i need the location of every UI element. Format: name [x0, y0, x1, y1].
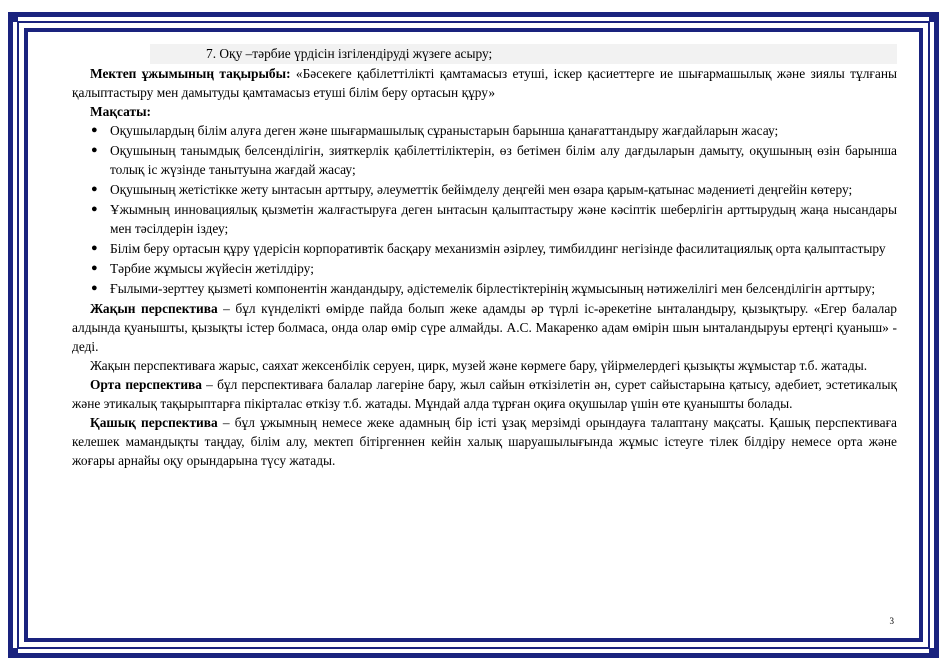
list-item: ● Ғылыми-зерттеу қызметі компонентін жандандыру, әдістемелік бірлестіктерінің жұмысының нәтижелілігі мен белсенділігін арттыру; — [91, 281, 876, 296]
bullet-icon: ● — [91, 242, 98, 254]
list-item: ● Оқушының жетістікке жету ынтасын арттыру, әлеуметтік бейімделу деңгейі мен өзара қарым-қатынас мәдениеті деңгейін көтеру; — [91, 182, 853, 197]
list-item: ● Тәрбие жұмысы жүйесін жетілдіру; — [91, 261, 314, 276]
bullet-icon: ● — [91, 183, 98, 195]
list-item: ● Оқушының танымдық белсенділігін, зияткерлік қабілеттіліктерін, өз бетімен білім алу дағдыларын дамыту, оқушының өзін барынша толық іс жүзінде танытуына жағдай жасау; — [91, 143, 897, 177]
bullet-icon: ● — [91, 124, 98, 136]
near-perspective-text: – бұл күнделікті өмірде пайда болып жеке адамды әр түрлі іс-әрекетіне ынталандыру, қызықтыру. «Егер балалар алдында қуанышты, қызықты істер болмаса, онда олар өмір сүре алмайды. А.С. Макаренко адам өмірін шын ынталандыруы ертеңгі қуаныш» - деді. — [72, 301, 897, 354]
list-item: ● Оқушылардың білім алуға деген және шығармашылық сұраныстарын барынша қанағаттандыру жағдайларын жасау; — [91, 123, 779, 138]
middle-perspective-text: – бұл перспективаға балалар лагеріне бару, жыл сайын өткізілетін ән, сурет сайыстарына қатысу, әдебиет, эстетикалық және этикалық тақырыптарға пікірталас өткізу т.б. жатады. Мұндай алда тұрған оқиға оқушылар үшін өте қуанышты болады. — [72, 377, 897, 411]
middle-perspective-label: Орта перспектива — [90, 377, 202, 392]
border-corner — [929, 648, 939, 658]
middle-perspective-paragraph — [72, 375, 897, 413]
list-item: ● Білім беру ортасын құру үдерісін корпоративтік басқару механизмін әзірлеу, тимбилдинг негізінде фасилитациялық орта қалыптастыру — [91, 241, 886, 256]
bullet-icon: ● — [91, 282, 98, 294]
goals-list — [72, 121, 897, 298]
school-theme-paragraph — [72, 64, 897, 102]
bullet-icon: ● — [91, 203, 98, 215]
document-body — [72, 44, 897, 470]
section-heading: 7. Оқу –тәрбие үрдісін ізгілендіруді жүзеге асыру; — [150, 44, 897, 64]
far-perspective-label: Қашық перспектива — [90, 415, 218, 430]
bullet-icon: ● — [91, 144, 98, 156]
goals-label: Мақсаты: — [90, 104, 151, 119]
list-item: ● Ұжымның инновациялық қызметін жалғастыруға деген ынтасын қалыптастыру және кәсіптік шеберлігін арттырудың жаңа нысандары мен тәсілдерін іздеу; — [91, 202, 897, 236]
near-examples-paragraph: Жақын перспективаға жарыс, саяхат жексенбілік серуен, цирк, музей және көрмеге бару, үйірмелердегі қызықты жұмыстар т.б. жатады. — [90, 358, 868, 373]
border-corner — [8, 12, 18, 22]
near-perspective-paragraph — [72, 299, 897, 356]
bullet-icon: ● — [91, 262, 98, 274]
border-corner — [929, 12, 939, 22]
near-perspective-label: Жақын перспектива — [90, 301, 218, 316]
far-perspective-paragraph — [72, 413, 897, 470]
theme-label: Мектеп ұжымының тақырыбы: — [90, 66, 291, 81]
border-corner — [8, 648, 18, 658]
page-number: 3 — [889, 616, 894, 626]
far-perspective-text: – бұл ұжымның немесе жеке адамның бір істі ұзақ мерзімді орындауға талаптану мақсаты. Қашық перспективаға келешек мамандықты таңдау, білім алу, мектеп бітіргеннен кейін халық шаруашылығында жұмыс істеуге тілек білдіру немесе орта және жоғары арнайы оқу орындарына түсу жатады. — [72, 415, 898, 468]
theme-text: «Бәсекеге қабілеттілікті қамтамасыз етуші, іскер қасиеттерге ие шығармашылық және зиялы тұлғаны қалыптастыру мен дамытуды қамтамасыз етуші білім беру ортасын құру» — [72, 66, 897, 100]
